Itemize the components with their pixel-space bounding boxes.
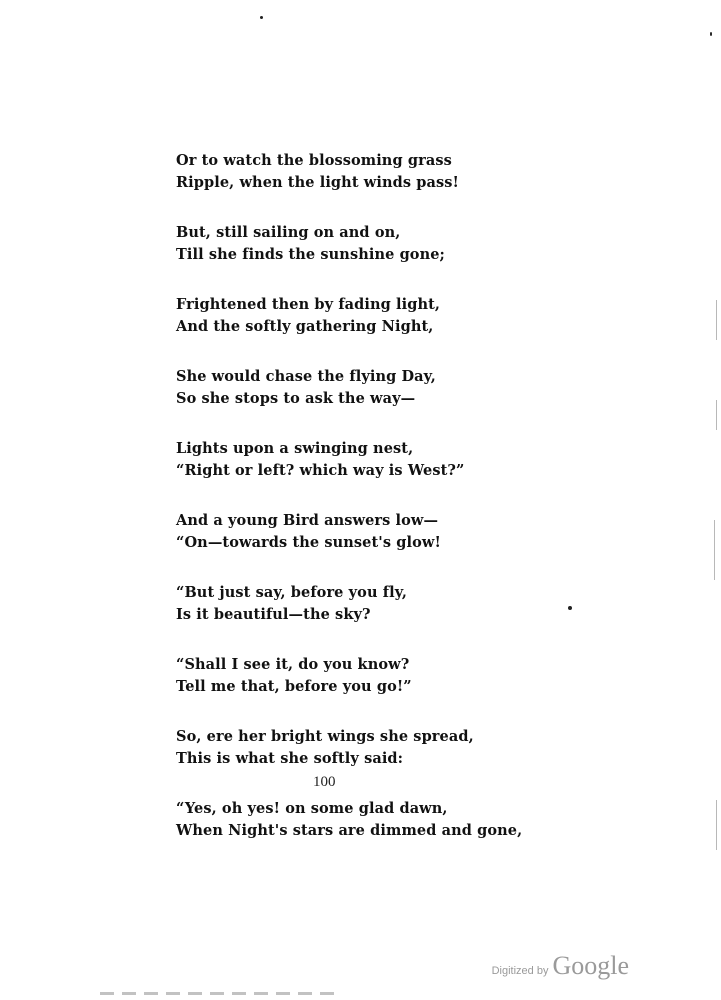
stanza [176,222,536,266]
poem-line: Is it beautiful—the sky? [176,606,371,623]
page-number: 100 [313,774,336,790]
stanza [176,150,536,194]
edge-mark [714,520,715,580]
ink-speck [710,32,712,36]
poem-line: “Yes, oh yes! on some glad dawn, [176,800,448,817]
google-logo: Google [552,951,629,980]
poem-line: “Right or left? which way is West?” [176,462,465,479]
poem-line: When Night's stars are dimmed and gone, [176,822,523,839]
scan-edge-noise [100,992,340,995]
poem-line: “But just say, before you fly, [176,584,407,601]
poem-line: So she stops to ask the way— [176,390,416,407]
stanza [176,798,536,842]
ink-speck [260,16,263,19]
poem-line: And the softly gathering Night, [176,318,434,335]
poem-line: So, ere her bright wings she spread, [176,728,474,745]
poem-line: “Shall I see it, do you know? [176,656,410,673]
stanza [176,438,536,482]
poem-line: And a young Bird answers low— [176,512,439,529]
poem-body [176,150,536,870]
stanza [176,510,536,554]
poem-line: This is what she softly said: [176,750,404,767]
stanza [176,726,536,770]
poem-line: Till she finds the sunshine gone; [176,246,446,263]
poem-line: Tell me that, before you go!” [176,678,412,695]
poem-line: She would chase the flying Day, [176,368,436,385]
stanza [176,294,536,338]
watermark-prefix: Digitized by [491,965,549,977]
poem-line: “On—towards the sunset's glow! [176,534,441,551]
poem-line: But, still sailing on and on, [176,224,401,241]
stanza [176,654,536,698]
edge-mark [716,400,717,430]
edge-mark [716,300,717,340]
edge-mark [716,800,717,850]
stanza [176,582,536,626]
stanza [176,366,536,410]
digitized-by-google-watermark [492,951,629,981]
ink-speck [568,606,572,610]
poem-line: Or to watch the blossoming grass [176,152,452,169]
poem-line: Frightened then by fading light, [176,296,441,313]
poem-line: Lights upon a swinging nest, [176,440,414,457]
poem-line: Ripple, when the light winds pass! [176,174,459,191]
